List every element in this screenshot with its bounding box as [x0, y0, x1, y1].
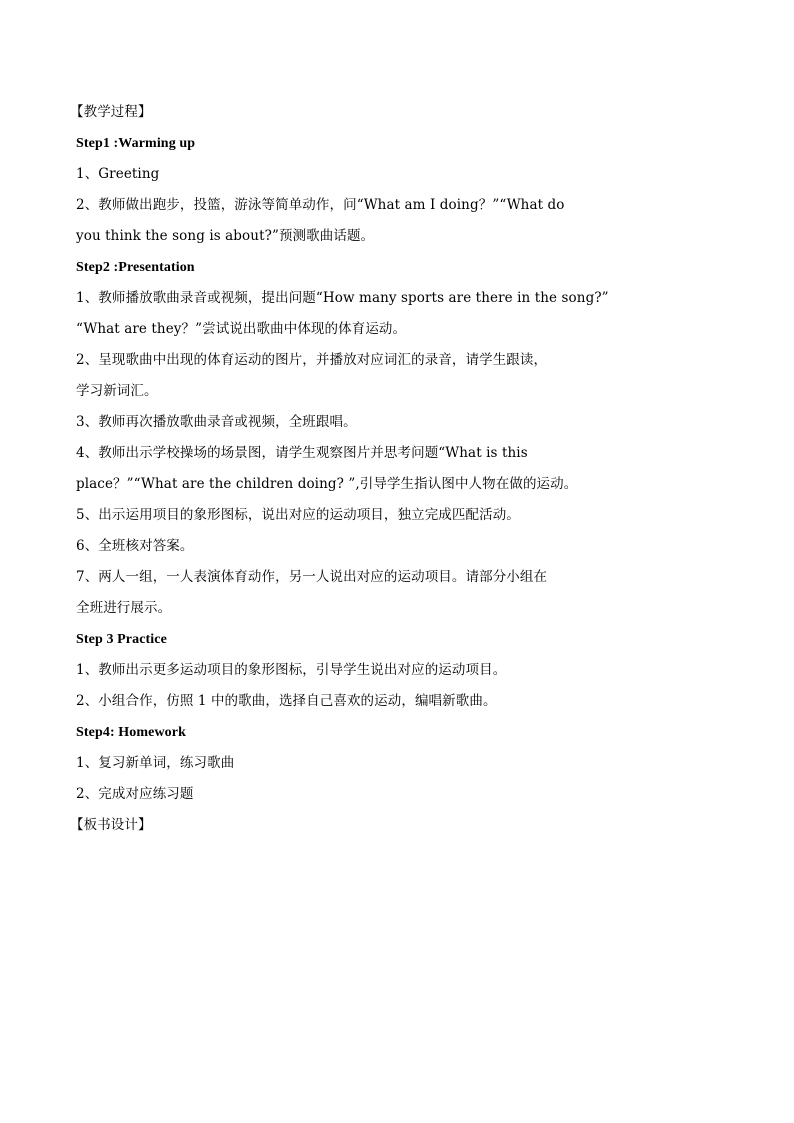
step3-line1: 1、教师出示更多运动项目的象形图标，引导学生说出对应的运动项目。 [76, 662, 507, 678]
step2-line6: 6、全班核对答案。 [76, 538, 194, 554]
step4-heading: Step4: Homework [76, 725, 186, 740]
step2-line7b: 全班进行展示。 [76, 600, 172, 616]
step4-line2: 2、完成对应练习题 [76, 786, 194, 802]
step2-line3: 3、教师再次播放歌曲录音或视频，全班跟唱。 [76, 414, 357, 430]
step2-heading: Step2 :Presentation [76, 260, 195, 275]
step2-line1a: 1、教师播放歌曲录音或视频，提出问题“How many sports are there in the song?” [76, 290, 609, 306]
board-design-title: 【板书设计】 [70, 817, 152, 833]
step2-line1b: “What are they？”尝试说出歌曲中体现的体育运动。 [76, 321, 407, 337]
step2-line5: 5、出示运用项目的象形图标，说出对应的运动项目，独立完成匹配活动。 [76, 507, 520, 523]
step1-line2a: 2、教师做出跑步，投篮，游泳等简单动作，问“What am I doing？”“What do [76, 197, 565, 213]
section-title: 【教学过程】 [70, 104, 152, 120]
step1-heading: Step1 :Warming up [76, 136, 196, 151]
step3-heading: Step 3 Practice [76, 632, 167, 647]
step4-line1: 1、复习新单词，练习歌曲 [76, 755, 235, 771]
step2-line2a: 2、呈现歌曲中出现的体育运动的图片，并播放对应词汇的录音，请学生跟读， [76, 352, 548, 368]
step2-line4b: place？”“What are the children doing? ”,引导学生指认图中人物在做的运动。 [76, 476, 578, 492]
step1-line2b: you think the song is about?”预测歌曲话题。 [76, 228, 375, 244]
step2-line4a: 4、教师出示学校操场的场景图，请学生观察图片并思考问题“What is this [76, 445, 528, 461]
step1-line1: 1、Greeting [76, 166, 160, 182]
step2-line7a: 7、两人一组，一人表演体育动作，另一人说出对应的运动项目。请部分小组在 [76, 569, 548, 585]
step3-line2: 2、小组合作，仿照 1 中的歌曲，选择自己喜欢的运动，编唱新歌曲。 [76, 693, 497, 709]
document-body [70, 97, 638, 841]
step2-line2b: 学习新词汇。 [76, 383, 158, 399]
